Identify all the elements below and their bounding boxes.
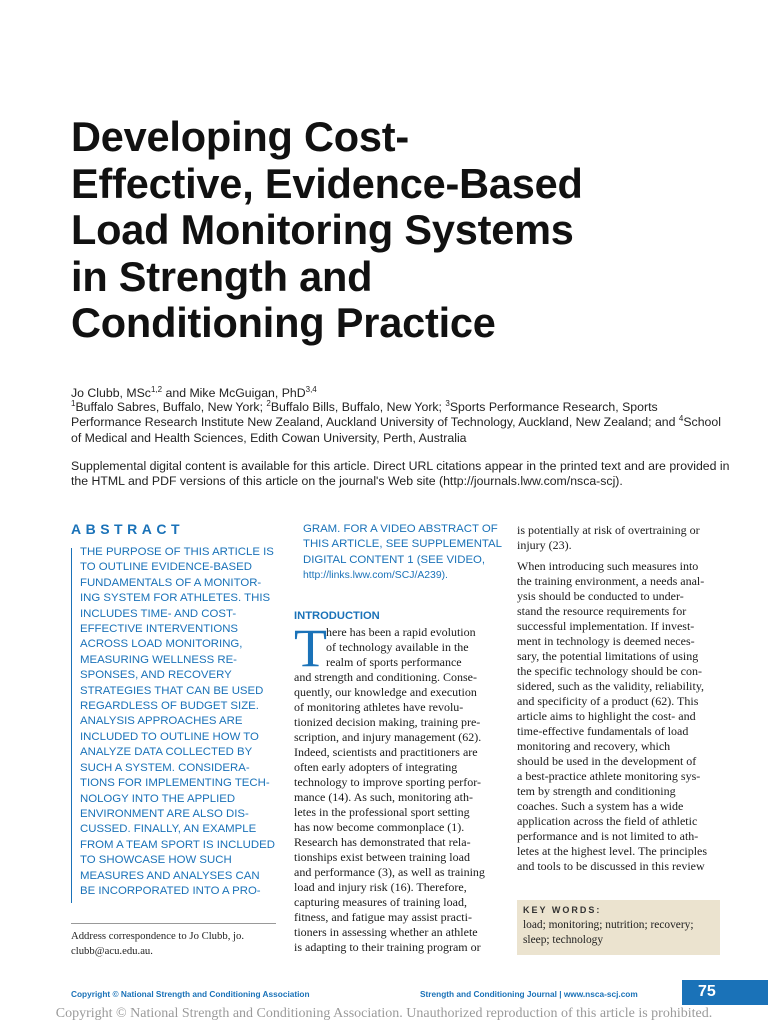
right-column-text — [517, 523, 719, 874]
text-line: the specific technology should be con- — [517, 664, 702, 679]
abstract-line: TO OUTLINE EVIDENCE-BASED — [80, 561, 252, 574]
author-name: and Mike McGuigan, PhD — [162, 386, 306, 400]
abstract-line: REGARDLESS OF BUDGET SIZE. — [80, 700, 259, 713]
page-number: 75 — [698, 983, 716, 1000]
text-line: and specificity of a product (62). This — [517, 694, 699, 709]
abstract-line: ENVIRONMENT ARE ALSO DIS- — [80, 807, 249, 820]
introduction-text — [294, 618, 494, 955]
affiliation-text: School of Medical and Health Sciences, Edith Cowan University, Perth, Australia — [71, 415, 721, 445]
affiliation-marker: 4 — [678, 414, 684, 424]
abstract-heading: ABSTRACT — [71, 521, 184, 537]
abstract-line: FROM A TEAM SPORT IS INCLUDED — [80, 838, 275, 851]
abstract-line: STRATEGIES THAT CAN BE USED — [80, 684, 264, 697]
keywords-text: load; monitoring; nutrition; recovery; sleep; technology — [523, 919, 694, 946]
affiliations — [71, 400, 731, 446]
text-line: quently, our knowledge and execution — [294, 685, 477, 700]
text-line: here has been a rapid evolution — [326, 625, 476, 639]
abstract-column-2 — [303, 522, 502, 584]
text-line: performance and is not limited to ath- — [517, 829, 699, 844]
video-abstract-link[interactable]: http://links.lww.com/SCJ/A239). — [303, 570, 448, 582]
abstract-rule — [71, 548, 72, 903]
affiliation-marker: 2 — [266, 398, 271, 408]
text-line: of monitoring athletes have revolu- — [294, 700, 464, 715]
author-line — [71, 386, 731, 401]
text-line: often early adopters of integrating — [294, 760, 458, 775]
text-line: tionized decision making, training pre- — [294, 715, 481, 730]
text-line: load and injury risk (16). Therefore, — [294, 880, 467, 895]
text-line: tem by strength and conditioning — [517, 784, 676, 799]
affiliation-text: Buffalo Sabres, Buffalo, New York; — [75, 400, 267, 414]
abstract-line: BE INCORPORATED INTO A PRO- — [80, 884, 261, 897]
author-superscript: 1,2 — [150, 384, 163, 394]
text-line: Indeed, scientists and practitioners are — [294, 745, 478, 760]
copyright-notice: Copyright © National Strength and Conditioning Association. Unauthorized reproduction of this article is prohibited. — [55, 1006, 713, 1021]
text-line: sary, the potential limitations of using — [517, 649, 699, 664]
text-line: tionships exist between training load — [294, 850, 470, 865]
abstract-line: ANALYSIS APPROACHES ARE — [80, 715, 243, 728]
abstract-line: SPONSES, AND RECOVERY — [80, 669, 232, 682]
abstract-line: ACROSS LOAD MONITORING, — [80, 638, 243, 651]
abstract-line: TO SHOWCASE HOW SUCH — [80, 854, 232, 867]
text-line: and tools to be discussed in this review — [517, 859, 705, 874]
title-line: Developing Cost- — [71, 113, 410, 160]
abstract-line: INCLUDED TO OUTLINE HOW TO — [80, 730, 259, 743]
affiliation-text: Buffalo Bills, Buffalo, New York; — [270, 400, 446, 414]
text-line: fitness, and fatigue may assist practi- — [294, 910, 472, 925]
text-line: a best-practice athlete monitoring sys- — [517, 769, 701, 784]
abstract-line: EFFECTIVE INTERVENTIONS — [80, 623, 239, 636]
correspondence-line: clubb@acu.edu.au. — [71, 944, 153, 957]
title-line: Load Monitoring Systems — [71, 206, 574, 253]
text-line: and performance (3), as well as training — [294, 865, 485, 880]
text-line: monitoring and recovery, which — [517, 739, 671, 754]
keywords-box — [517, 900, 720, 955]
abstract-column-1 — [80, 545, 275, 899]
abstract-line: MEASURING WELLNESS RE- — [80, 653, 237, 666]
text-line: realm of sports performance — [326, 655, 462, 670]
text-line: coaches. Such a system has a wide — [517, 799, 684, 814]
page-number-badge — [682, 980, 768, 1005]
text-line: is potentially at risk of overtraining or — [517, 523, 700, 537]
abstract-line: CUSSED. FINALLY, AN EXAMPLE — [80, 823, 257, 836]
text-line: stand the resource requirements for — [517, 604, 687, 619]
footnote-rule — [71, 923, 276, 924]
affiliation-marker: 1 — [71, 398, 76, 408]
author-name: Jo Clubb, MSc — [71, 386, 151, 400]
text-line: application across the field of athletic — [517, 814, 698, 829]
text-line: article aims to highlight the cost- and — [517, 709, 696, 724]
text-line: letes at the highest level. The principles — [517, 844, 708, 859]
abstract-line: FUNDAMENTALS OF A MONITOR- — [80, 576, 262, 589]
title-line: Effective, Evidence-Based — [71, 159, 583, 207]
text-line: ment in technology is deemed neces- — [517, 634, 695, 649]
abstract-line: MEASURES AND ANALYSES CAN — [80, 869, 260, 882]
text-line: and strength and conditioning. Conse- — [294, 670, 477, 685]
affiliation-text: Sports Performance Research, Sports Performance Research Institute New Zealand, Auckland University of Technology, Auckland, New Zealand; and — [71, 400, 679, 430]
text-line: technology to improve sporting perfor- — [294, 775, 482, 790]
text-line: ysis should be conducted to under- — [517, 589, 684, 604]
abstract-line: THIS ARTICLE, SEE SUPPLEMENTAL — [303, 538, 502, 551]
text-line: the training environment, a needs anal- — [517, 574, 705, 589]
abstract-line: DIGITAL CONTENT 1 (SEE VIDEO, — [303, 553, 486, 566]
text-line: has now become commonplace (1). — [294, 820, 465, 835]
abstract-line: ING SYSTEM FOR ATHLETES. THIS — [80, 592, 271, 605]
text-line: injury (23). — [517, 538, 572, 553]
title-line: Conditioning Practice — [71, 299, 496, 346]
section-heading-introduction: INTRODUCTION — [294, 610, 380, 622]
text-line: should be used in the development of — [517, 754, 697, 769]
text-line: time-effective fundamentals of load — [517, 724, 689, 739]
correspondence-note — [71, 929, 281, 958]
abstract-line: NOLOGY INTO THE APPLIED — [80, 792, 236, 805]
text-line: capturing measures of training load, — [294, 895, 467, 910]
text-line: scription, and injury management (62). — [294, 730, 482, 745]
text-line: of technology available in the — [326, 640, 469, 655]
keywords-heading: KEY WORDS: — [523, 905, 602, 915]
text-line: Research has demonstrated that rela- — [294, 835, 471, 850]
abstract-line: SUCH A SYSTEM. CONSIDERA- — [80, 761, 250, 774]
text-line: When introducing such measures into — [517, 559, 699, 574]
text-line: sidered, such as the validity, reliability, — [517, 679, 705, 694]
text-line: tioners in assessing whether an athlete — [294, 925, 478, 940]
text-line: successful implementation. If invest- — [517, 619, 695, 634]
abstract-line: ANALYZE DATA COLLECTED BY — [80, 746, 253, 759]
footer-copyright: Copyright © National Strength and Conditioning Association — [71, 989, 310, 999]
title-line: in Strength and — [71, 252, 373, 300]
affiliation-marker: 3 — [445, 398, 450, 408]
text-line: letes in the professional sport setting — [294, 805, 470, 820]
drop-cap: T — [294, 618, 327, 678]
text-line: mance (14). As such, monitoring ath- — [294, 790, 473, 805]
footer-journal-info: Strength and Conditioning Journal | www.nsca-scj.com — [420, 989, 638, 999]
text-line: is adapting to their training program or — [294, 940, 481, 955]
author-superscript: 3,4 — [305, 384, 317, 394]
abstract-line: GRAM. FOR A VIDEO ABSTRACT OF — [303, 523, 498, 535]
correspondence-line: Address correspondence to Jo Clubb, jo. — [71, 930, 245, 942]
article-title — [71, 114, 741, 347]
abstract-line: TIONS FOR IMPLEMENTING TECH- — [80, 777, 270, 790]
abstract-line: THE PURPOSE OF THIS ARTICLE IS — [80, 546, 274, 558]
abstract-line: INCLUDES TIME- AND COST- — [80, 607, 237, 620]
supplemental-note: Supplemental digital content is available for this article. Direct URL citations appear in the printed text and are provided in the HTML and PDF versions of this article on the journal's Web site (http://journals.lww.com/nsca-scj). — [71, 459, 730, 489]
